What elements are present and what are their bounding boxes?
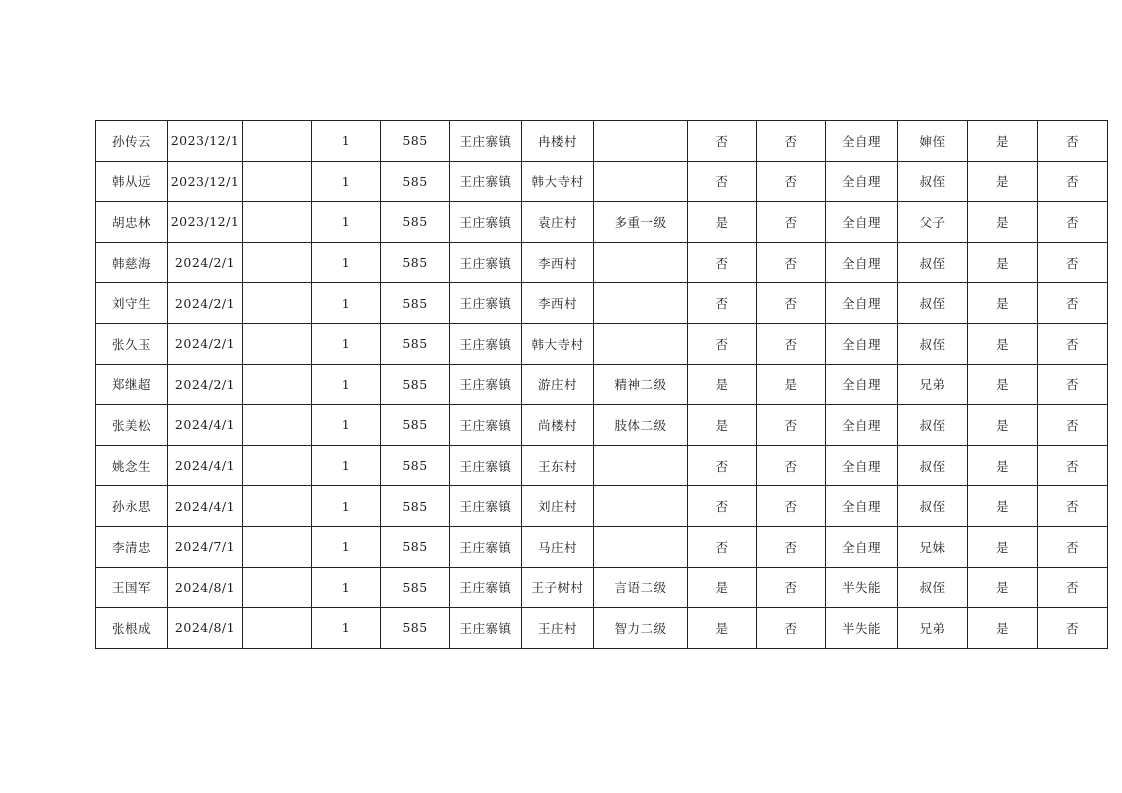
table-cell: 否 [1038,445,1108,486]
table-cell: 585 [381,323,450,364]
table-cell: 2024/2/1 [168,364,243,405]
table-cell: 叔侄 [898,323,968,364]
table-cell: 是 [968,323,1038,364]
table-cell: 否 [757,283,826,324]
table-cell: 1 [312,486,381,527]
table-row [96,608,1108,649]
table-cell: 李西村 [522,283,594,324]
table-row [96,445,1108,486]
table-cell: 孙传云 [96,121,168,162]
table-cell: 王庄寨镇 [450,283,522,324]
table-cell [243,405,312,446]
table-cell: 刘庄村 [522,486,594,527]
table-cell: 半失能 [826,567,898,608]
table-cell: 否 [757,526,826,567]
table-cell [594,323,688,364]
table-cell: 2024/4/1 [168,405,243,446]
table-cell: 精神二级 [594,364,688,405]
table-cell: 否 [1038,364,1108,405]
table-cell: 1 [312,608,381,649]
table-cell: 全自理 [826,486,898,527]
table-cell: 全自理 [826,242,898,283]
table-cell [243,121,312,162]
table-cell [243,161,312,202]
table-cell: 585 [381,121,450,162]
table-cell: 是 [968,405,1038,446]
table-row [96,121,1108,162]
table-cell: 叔侄 [898,161,968,202]
table-cell: 韩慈海 [96,242,168,283]
table-cell: 全自理 [826,364,898,405]
table-cell: 2024/2/1 [168,283,243,324]
table-cell: 李西村 [522,242,594,283]
table-cell: 否 [1038,242,1108,283]
table-cell: 是 [968,121,1038,162]
table-cell: 韩大寺村 [522,161,594,202]
table-cell: 是 [757,364,826,405]
table-cell: 袁庄村 [522,202,594,243]
table-cell: 全自理 [826,445,898,486]
table-cell: 是 [968,283,1038,324]
roster-table [95,120,1108,649]
table-cell: 全自理 [826,283,898,324]
table-cell: 否 [757,323,826,364]
table-cell [243,242,312,283]
table-cell: 全自理 [826,121,898,162]
table-cell [594,283,688,324]
table-row [96,283,1108,324]
table-cell: 否 [757,202,826,243]
table-cell: 585 [381,364,450,405]
table-cell: 否 [688,323,757,364]
table-cell: 否 [1038,202,1108,243]
table-cell [243,202,312,243]
table-cell: 1 [312,242,381,283]
table-cell: 是 [688,405,757,446]
table-cell: 2024/8/1 [168,567,243,608]
table-cell [243,567,312,608]
table-cell: 兄妹 [898,526,968,567]
table-cell: 王庄寨镇 [450,121,522,162]
table-cell: 是 [688,567,757,608]
table-cell: 2024/2/1 [168,242,243,283]
table-cell: 585 [381,283,450,324]
table-cell [243,323,312,364]
table-cell [594,121,688,162]
table-cell: 否 [1038,121,1108,162]
table-cell: 否 [1038,405,1108,446]
table-row [96,161,1108,202]
table-cell: 叔侄 [898,283,968,324]
table-cell: 全自理 [826,323,898,364]
table-cell: 多重一级 [594,202,688,243]
table-cell: 否 [688,121,757,162]
table-cell: 2024/4/1 [168,486,243,527]
table-cell: 王庄寨镇 [450,202,522,243]
table-cell: 全自理 [826,405,898,446]
table-cell: 1 [312,121,381,162]
table-cell [243,608,312,649]
table-cell: 叔侄 [898,486,968,527]
table-cell: 是 [968,526,1038,567]
table-cell: 2023/12/1 [168,202,243,243]
table-cell: 王庄寨镇 [450,242,522,283]
table-cell: 是 [968,445,1038,486]
table-cell: 否 [688,486,757,527]
table-cell: 否 [757,608,826,649]
table-cell: 是 [968,161,1038,202]
table-cell: 是 [968,242,1038,283]
table-cell [243,283,312,324]
table-cell: 585 [381,202,450,243]
table-cell [243,526,312,567]
table-cell [594,486,688,527]
table-row [96,202,1108,243]
table-cell: 否 [757,405,826,446]
table-cell: 2023/12/1 [168,161,243,202]
table-cell: 2024/2/1 [168,323,243,364]
table-cell: 王庄寨镇 [450,405,522,446]
table-cell: 585 [381,161,450,202]
table-cell: 王国军 [96,567,168,608]
table-cell: 否 [757,567,826,608]
table-cell: 张美松 [96,405,168,446]
table-cell [594,161,688,202]
table-cell: 张久玉 [96,323,168,364]
table-cell: 否 [688,445,757,486]
table-cell: 肢体二级 [594,405,688,446]
table-cell: 全自理 [826,202,898,243]
table-cell: 585 [381,608,450,649]
table-cell: 张根成 [96,608,168,649]
table-cell: 王庄村 [522,608,594,649]
table-cell: 言语二级 [594,567,688,608]
table-cell: 全自理 [826,161,898,202]
table-cell: 王庄寨镇 [450,608,522,649]
table-cell: 郑继超 [96,364,168,405]
table-cell: 马庄村 [522,526,594,567]
table-cell: 是 [688,608,757,649]
table-cell [594,242,688,283]
table-cell: 585 [381,242,450,283]
table-cell [594,526,688,567]
table-cell: 游庄村 [522,364,594,405]
table-cell: 否 [757,486,826,527]
table-cell: 尚楼村 [522,405,594,446]
table-cell: 1 [312,445,381,486]
table-cell: 2024/8/1 [168,608,243,649]
table-cell: 智力二级 [594,608,688,649]
table-cell: 王庄寨镇 [450,567,522,608]
table-cell: 胡忠林 [96,202,168,243]
table-cell: 2024/7/1 [168,526,243,567]
table-cell: 兄弟 [898,608,968,649]
table-cell: 王庄寨镇 [450,323,522,364]
table-cell: 孙永思 [96,486,168,527]
table-cell: 叔侄 [898,242,968,283]
table-cell: 王东村 [522,445,594,486]
table-cell: 1 [312,526,381,567]
table-cell: 王庄寨镇 [450,161,522,202]
table-cell [243,364,312,405]
table-cell: 否 [1038,526,1108,567]
table-cell: 否 [757,242,826,283]
table-cell: 王庄寨镇 [450,486,522,527]
table-row [96,323,1108,364]
table-cell: 是 [968,608,1038,649]
table-cell: 否 [1038,567,1108,608]
table-cell: 否 [1038,161,1108,202]
table-cell: 否 [757,445,826,486]
table-cell: 是 [968,202,1038,243]
table-cell: 半失能 [826,608,898,649]
table-cell: 否 [1038,283,1108,324]
table-cell: 否 [688,161,757,202]
table-row [96,486,1108,527]
table-cell: 585 [381,445,450,486]
table-cell: 否 [1038,608,1108,649]
table-row [96,242,1108,283]
table-cell: 1 [312,161,381,202]
table-cell: 姚念生 [96,445,168,486]
table-cell: 叔侄 [898,445,968,486]
table-cell: 585 [381,567,450,608]
table-cell: 王子树村 [522,567,594,608]
table-cell: 否 [1038,323,1108,364]
table-cell: 是 [968,567,1038,608]
table-row [96,567,1108,608]
table-cell: 否 [757,161,826,202]
table-cell: 否 [688,242,757,283]
table-row [96,405,1108,446]
table-cell [243,486,312,527]
table-cell: 2024/4/1 [168,445,243,486]
table-cell: 585 [381,405,450,446]
table-cell [594,445,688,486]
table-cell: 兄弟 [898,364,968,405]
table-cell: 刘守生 [96,283,168,324]
roster-table-body [96,121,1108,649]
table-cell: 是 [688,364,757,405]
table-cell: 否 [688,526,757,567]
table-cell: 叔侄 [898,405,968,446]
table-row [96,526,1108,567]
table-cell: 否 [757,121,826,162]
table-cell: 父子 [898,202,968,243]
table-cell: 否 [688,283,757,324]
table-cell: 李清忠 [96,526,168,567]
table-cell: 婶侄 [898,121,968,162]
table-cell: 是 [968,364,1038,405]
table-cell: 是 [968,486,1038,527]
table-cell: 王庄寨镇 [450,445,522,486]
table-cell: 2023/12/1 [168,121,243,162]
table-cell: 1 [312,283,381,324]
table-row [96,364,1108,405]
table-cell: 1 [312,364,381,405]
table-cell: 王庄寨镇 [450,526,522,567]
table-cell: 1 [312,405,381,446]
table-cell: 全自理 [826,526,898,567]
table-cell: 585 [381,526,450,567]
table-cell: 冉楼村 [522,121,594,162]
table-cell: 是 [688,202,757,243]
table-cell: 韩从远 [96,161,168,202]
table-cell: 585 [381,486,450,527]
table-cell: 叔侄 [898,567,968,608]
table-cell: 韩大寺村 [522,323,594,364]
table-cell: 1 [312,202,381,243]
table-cell: 1 [312,567,381,608]
table-cell: 王庄寨镇 [450,364,522,405]
table-cell: 否 [1038,486,1108,527]
table-cell: 1 [312,323,381,364]
table-cell [243,445,312,486]
